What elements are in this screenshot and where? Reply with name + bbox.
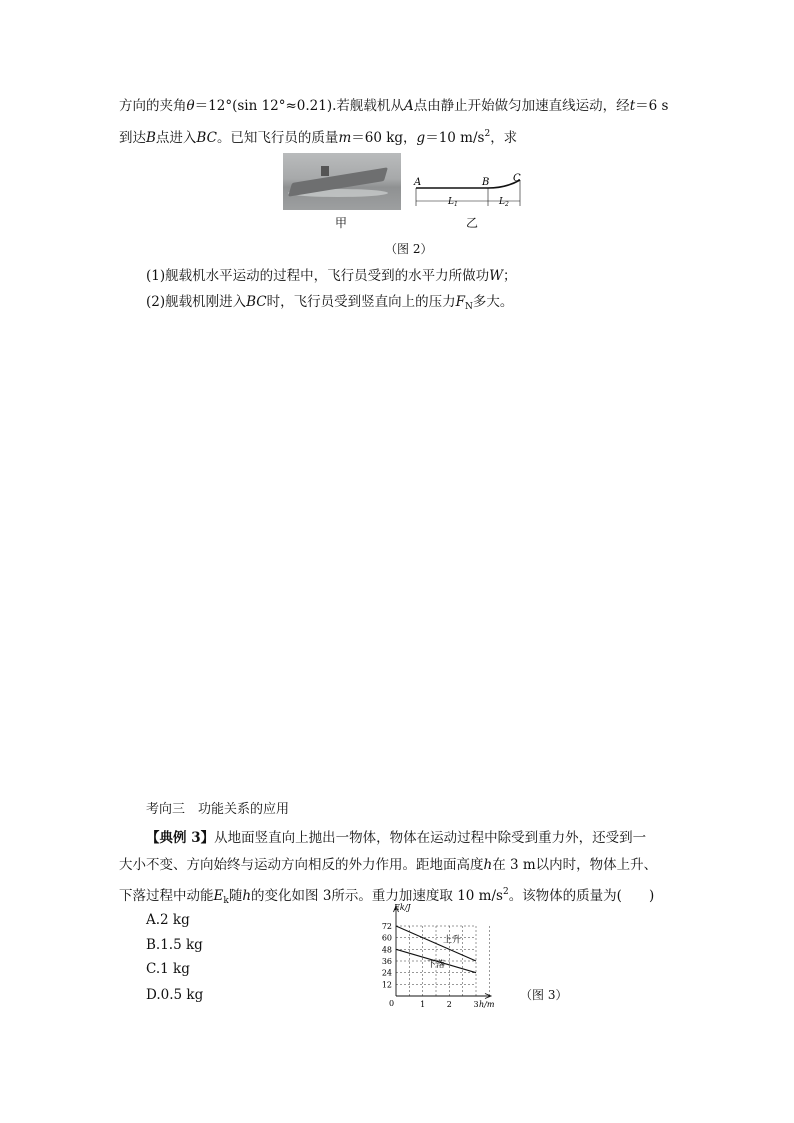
text-run: 时，飞行员受到竖直向上的压力 xyxy=(266,294,456,310)
series-label: 上升 xyxy=(442,935,462,946)
text-run: 在 3 m以内时，物体上升、 xyxy=(492,857,658,873)
y-tick-label: 24 xyxy=(381,968,392,978)
example-line-2 xyxy=(119,855,657,875)
superscript: 2 xyxy=(484,129,491,139)
y-tick-label: 60 xyxy=(381,933,392,943)
origin-label: 0 xyxy=(389,999,395,1008)
problem-line-1 xyxy=(119,96,668,116)
track-line xyxy=(416,180,520,188)
text-run: 点由静止开始做匀加速直线运动，经 xyxy=(413,98,630,114)
section-heading: 考向三 功能关系的应用 xyxy=(146,802,290,817)
label-C: C xyxy=(513,173,521,184)
track-diagram xyxy=(410,170,545,212)
text-run: (2)舰载机刚进入 xyxy=(146,294,247,310)
symbol-BC: BC xyxy=(246,294,267,310)
text-run: 随 xyxy=(228,888,243,904)
symbol-B: B xyxy=(146,130,156,146)
text-run: ＝12°(sin 12°≈0.21).若舰载机从 xyxy=(194,98,404,114)
symbol-h: h xyxy=(483,857,493,873)
figure-3-label: （图 3） xyxy=(520,988,568,1002)
label-L1: $L_1$ xyxy=(448,197,458,208)
question-1 xyxy=(146,266,517,286)
example-tag: 【典例 3】 xyxy=(146,830,215,846)
x-tick-label: 1 xyxy=(420,1000,426,1009)
option-c[interactable]: C.1 kg xyxy=(146,961,190,977)
text-run: 点进入 xyxy=(155,130,197,146)
y-tick-label: 48 xyxy=(381,945,392,955)
option-a[interactable]: A.2 kg xyxy=(146,912,190,928)
symbol-h: h xyxy=(242,888,252,904)
symbol-F: F xyxy=(455,294,466,310)
caption-jia: 甲 xyxy=(335,216,348,230)
caption-yi: 乙 xyxy=(466,216,479,230)
y-axis-label: Ek/J xyxy=(394,903,411,912)
text-run: 。已知飞行员的质量 xyxy=(216,130,339,146)
text-run: ； xyxy=(503,268,517,284)
label-A: A xyxy=(414,177,422,188)
symbol-g: g xyxy=(416,130,426,146)
option-d[interactable]: D.0.5 kg xyxy=(146,987,204,1003)
label-B: B xyxy=(482,177,490,188)
text-run: (1)舰载机水平运动的过程中，飞行员受到的水平力所做功 xyxy=(146,268,490,284)
chart-axes xyxy=(394,906,492,999)
symbol-W: W xyxy=(489,268,504,284)
symbol-m: m xyxy=(338,130,352,146)
x-tick-label: 3 xyxy=(473,1000,479,1009)
symbol-theta: θ xyxy=(186,98,195,114)
text-run: 大小不变、方向始终与运动方向相反的外力作用。距地面高度 xyxy=(119,857,484,873)
subscript: N xyxy=(465,302,473,312)
figure-2-label: （图 2） xyxy=(385,242,433,256)
label-L2: $L_2$ xyxy=(499,197,509,208)
text-run: 到达 xyxy=(119,130,146,146)
text-run: 多大。 xyxy=(472,294,514,310)
example-line-1 xyxy=(146,828,646,848)
x-axis-label: h/m xyxy=(479,1000,495,1009)
text-run: 从地面竖直向上抛出一物体，物体在运动过程中除受到重力外，还受到一 xyxy=(214,830,647,846)
option-b[interactable]: B.1.5 kg xyxy=(146,937,203,953)
superscript: 2 xyxy=(502,887,509,897)
y-tick-label: 12 xyxy=(381,980,392,990)
y-tick-label: 72 xyxy=(381,922,392,931)
symbol-E: E xyxy=(213,888,224,904)
y-tick-label: 36 xyxy=(381,957,392,966)
text-run: 。该物体的质量为( ) xyxy=(508,888,655,904)
text-run: ＝6 s xyxy=(635,98,669,114)
subscript: k xyxy=(223,896,229,906)
symbol-A: A xyxy=(403,98,414,114)
photo-island xyxy=(321,166,329,176)
carrier-photo xyxy=(283,153,401,210)
symbol-t: t xyxy=(629,98,636,114)
text-run: ＝60 kg， xyxy=(351,130,417,146)
text-run: ＝10 m/s xyxy=(425,130,485,146)
text-run: 下落过程中动能 xyxy=(119,888,214,904)
ek-chart xyxy=(365,900,515,1015)
text-run: 的变化如图 3所示。重力加速度取 10 m/s xyxy=(251,888,503,904)
series-label: 下落 xyxy=(426,959,446,970)
question-2 xyxy=(146,292,513,317)
symbol-BC: BC xyxy=(196,130,217,146)
problem-line-2 xyxy=(119,124,517,148)
text-run: ，求 xyxy=(490,130,518,146)
x-tick-label: 2 xyxy=(446,1000,452,1009)
text-run: 方向的夹角 xyxy=(119,98,187,114)
